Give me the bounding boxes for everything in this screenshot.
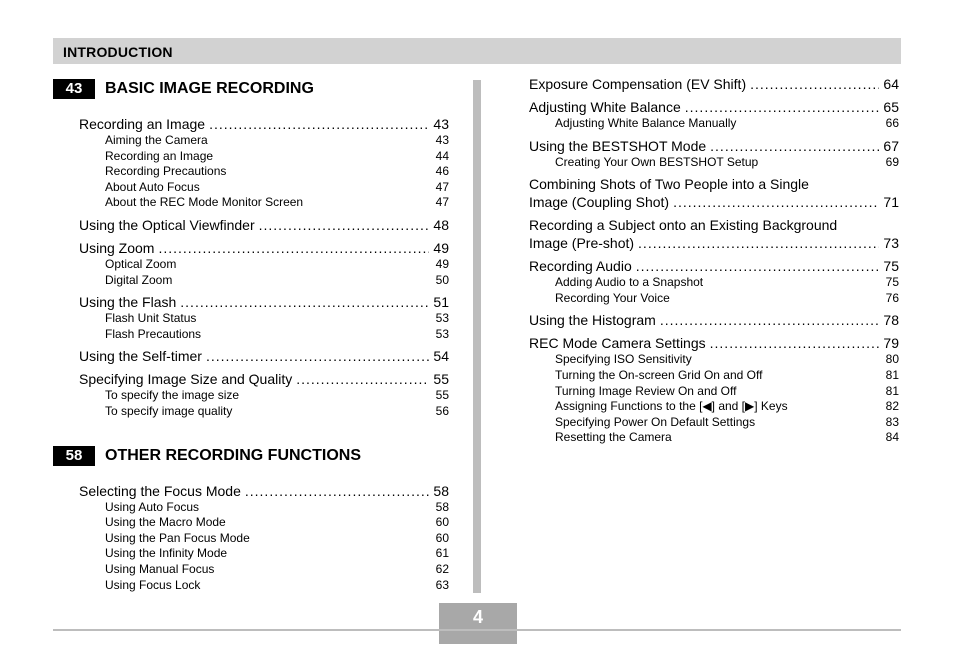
- toc-subentry-title: To specify the image size: [105, 388, 240, 403]
- toc-subentry[interactable]: [79, 327, 449, 343]
- toc-entry-page: 65: [883, 99, 899, 115]
- toc-entry[interactable]: [529, 98, 899, 116]
- dot-leader: [636, 257, 880, 275]
- toc-subentry[interactable]: [79, 578, 449, 594]
- toc-subentry[interactable]: [79, 257, 449, 273]
- toc-subentry-page: 47: [435, 195, 449, 210]
- dot-leader: [710, 137, 879, 155]
- page-number-tab: [439, 631, 517, 644]
- toc-subentry-title: Flash Unit Status: [105, 311, 197, 326]
- toc-subentry[interactable]: [529, 352, 899, 368]
- toc-entry-title: REC Mode Camera Settings: [529, 335, 706, 352]
- toc-subentry-page: 61: [435, 546, 449, 561]
- toc-subentry-page: 83: [885, 414, 899, 429]
- toc-entry-page: 67: [883, 137, 899, 154]
- toc-entry-title: Image (Coupling Shot): [529, 194, 670, 211]
- toc-entry[interactable]: [79, 482, 449, 500]
- toc-entry[interactable]: [529, 257, 899, 275]
- toc-subentry[interactable]: [529, 291, 899, 307]
- toc-entry[interactable]: [79, 347, 449, 365]
- toc-entry-page: 49: [433, 239, 449, 256]
- toc-subentry-title: About Auto Focus: [105, 179, 200, 194]
- toc-group: [79, 115, 449, 211]
- toc-entry[interactable]: [529, 234, 899, 252]
- dot-leader: [209, 115, 429, 133]
- toc-subentry[interactable]: [529, 275, 899, 291]
- toc-subentry-title: Recording an Image: [105, 148, 214, 163]
- toc-entry[interactable]: [79, 293, 449, 311]
- toc-subentry-page: 81: [885, 367, 899, 382]
- toc-entry[interactable]: [529, 193, 899, 211]
- toc-subentry-title: Turning Image Review On and Off: [555, 383, 737, 398]
- column-divider: [473, 80, 481, 593]
- section-heading: [65, 442, 449, 482]
- left-column: [65, 75, 449, 598]
- toc-subentry-title: Flash Precautions: [105, 326, 202, 341]
- dot-leader: [158, 239, 429, 257]
- toc-subentry-title: Turning the On-screen Grid On and Off: [555, 367, 763, 382]
- toc-subentry[interactable]: [79, 562, 449, 578]
- toc-subentry[interactable]: [79, 149, 449, 165]
- toc-group: [79, 482, 449, 594]
- dot-leader: [710, 334, 880, 352]
- toc-subentry[interactable]: [79, 546, 449, 562]
- section-page-badge: 43: [53, 79, 95, 99]
- toc-group: [79, 293, 449, 342]
- toc-group: [79, 239, 449, 288]
- toc-subentry-page: 60: [435, 515, 449, 530]
- toc-subentry-title: Using Auto Focus: [105, 499, 200, 514]
- toc-subentry[interactable]: [529, 430, 899, 446]
- toc-subentry-page: 44: [435, 148, 449, 163]
- toc-entry-page: 75: [883, 258, 899, 275]
- toc-subentry-page: 49: [435, 256, 449, 271]
- toc-entry-title: Using the Optical Viewfinder: [79, 216, 255, 233]
- dot-leader: [638, 234, 879, 252]
- toc-group: [79, 370, 449, 419]
- toc-entry-page: 48: [433, 216, 449, 233]
- toc-subentry[interactable]: [79, 531, 449, 547]
- toc-entry[interactable]: [79, 216, 449, 234]
- dot-leader: [685, 98, 880, 116]
- toc-subentry-title: To specify image quality: [105, 403, 233, 418]
- toc-subentry-page: 76: [885, 290, 899, 305]
- toc-group: [529, 137, 899, 171]
- toc-subentry[interactable]: [79, 180, 449, 196]
- toc-entry-title: Using the Histogram: [529, 312, 656, 329]
- toc-subentry[interactable]: [529, 368, 899, 384]
- toc-subentry-title: About the REC Mode Monitor Screen: [105, 195, 304, 210]
- dot-leader: [180, 293, 429, 311]
- section-heading: [65, 75, 449, 115]
- toc-entry-title: Image (Pre-shot): [529, 235, 635, 252]
- toc-entry-page: 51: [433, 294, 449, 311]
- toc-subentry-page: 58: [435, 499, 449, 514]
- toc-subentry[interactable]: [79, 500, 449, 516]
- toc-entry[interactable]: [79, 239, 449, 257]
- toc-subentry-title: Resetting the Camera: [555, 430, 672, 445]
- toc-subentry[interactable]: [79, 273, 449, 289]
- page-number: 4: [472, 607, 483, 627]
- toc-subentry-title: Optical Zoom: [105, 256, 177, 271]
- toc-subentry[interactable]: [79, 133, 449, 149]
- toc-entry-title: Using Zoom: [79, 239, 155, 256]
- toc-group: [529, 75, 899, 93]
- toc-subentry[interactable]: [79, 404, 449, 420]
- right-column: [529, 75, 899, 451]
- toc-subentry-title: Using the Macro Mode: [105, 515, 226, 530]
- toc-entry-title: Recording an Image: [79, 116, 206, 132]
- dot-leader: [296, 370, 429, 388]
- toc-subentry[interactable]: [529, 384, 899, 400]
- toc-subentry-title: Recording Your Voice: [555, 290, 670, 305]
- toc-subentry-page: 84: [885, 430, 899, 445]
- toc-entry[interactable]: [529, 334, 899, 352]
- toc-subentry-page: 82: [885, 399, 899, 414]
- toc-entry-page: 54: [433, 348, 449, 365]
- toc-subentry-page: 75: [885, 275, 899, 290]
- toc-entry-page: 78: [883, 312, 899, 329]
- toc-subentry-title: Specifying Power On Default Settings: [555, 414, 756, 429]
- toc-subentry-title: Assigning Functions to the [◀] and [▶] Keys: [555, 399, 788, 414]
- toc-subentry-page: 81: [885, 383, 899, 398]
- toc-entry-first-line[interactable]: Combining Shots of Two People into a Single: [529, 176, 809, 193]
- header-bar: [53, 38, 901, 64]
- toc-subentry-title: Using Manual Focus: [105, 561, 215, 576]
- dot-leader: [660, 311, 880, 329]
- toc-subentry-page: 47: [435, 179, 449, 194]
- toc-entry-page: 73: [883, 235, 899, 252]
- toc-group: [529, 311, 899, 329]
- toc-subentry-page: 50: [435, 272, 449, 287]
- toc-subentry-page: 66: [885, 116, 899, 130]
- section-title: BASIC IMAGE RECORDING: [105, 80, 314, 97]
- toc-subentry-title: Using Focus Lock: [105, 577, 201, 592]
- toc-entry[interactable]: [529, 137, 899, 155]
- toc-subentry[interactable]: [529, 415, 899, 431]
- toc-group: [529, 98, 899, 132]
- toc-group: [529, 334, 899, 446]
- toc-group: [529, 216, 899, 252]
- toc-subentry[interactable]: [79, 164, 449, 180]
- toc-entry-title: Using the Self-timer: [79, 348, 202, 365]
- dot-leader: [750, 75, 879, 93]
- toc-entry-title: Specifying Image Size and Quality: [79, 371, 293, 388]
- toc-group: [529, 175, 899, 211]
- toc-subentry-title: Creating Your Own BESTSHOT Setup: [555, 154, 759, 169]
- toc-subentry-page: 53: [435, 311, 449, 326]
- dot-leader: [245, 482, 430, 500]
- toc-subentry-page: 60: [435, 530, 449, 545]
- toc-subentry-page: 62: [435, 561, 449, 576]
- toc-entry-title: Recording Audio: [529, 258, 632, 275]
- section-page-badge: 58: [53, 446, 95, 466]
- toc-subentry-title: Using the Infinity Mode: [105, 546, 228, 561]
- toc-subentry-page: 69: [885, 154, 899, 169]
- toc-entry[interactable]: [79, 115, 449, 133]
- toc-subentry[interactable]: [79, 515, 449, 531]
- toc-entry[interactable]: [529, 75, 899, 93]
- toc-subentry-page: 63: [435, 577, 449, 592]
- toc-entry-title: Adjusting White Balance: [529, 99, 681, 115]
- toc-group: [79, 347, 449, 365]
- toc-subentry[interactable]: [529, 399, 899, 415]
- toc-subentry-title: Aiming the Camera: [105, 133, 208, 147]
- toc-subentry[interactable]: [79, 195, 449, 211]
- toc-entry-title: Exposure Compensation (EV Shift): [529, 76, 747, 92]
- toc-entry-title: Selecting the Focus Mode: [79, 482, 241, 499]
- toc-subentry-page: 53: [435, 326, 449, 341]
- toc-subentry-title: Adding Audio to a Snapshot: [555, 275, 704, 290]
- toc-subentry-page: 46: [435, 164, 449, 179]
- toc-subentry-title: Using the Pan Focus Mode: [105, 530, 250, 545]
- toc-entry[interactable]: [79, 370, 449, 388]
- toc-subentry-title: Specifying ISO Sensitivity: [555, 352, 692, 367]
- toc-subentry[interactable]: [529, 155, 899, 171]
- toc-subentry-page: 80: [885, 352, 899, 367]
- toc-entry-page: 43: [433, 116, 449, 132]
- toc-entry-page: 71: [883, 194, 899, 211]
- toc-entry-page: 55: [433, 371, 449, 388]
- dot-leader: [673, 193, 879, 211]
- toc-entry-title: Using the Flash: [79, 294, 177, 311]
- dot-leader: [259, 216, 430, 234]
- toc-subentry[interactable]: [79, 388, 449, 404]
- toc-subentry[interactable]: [529, 116, 899, 132]
- toc-entry-title: Using the BESTSHOT Mode: [529, 137, 707, 154]
- dot-leader: [206, 347, 429, 365]
- toc-entry-page: 58: [433, 482, 449, 499]
- toc-entry-page: 64: [883, 76, 899, 92]
- toc-subentry[interactable]: [79, 311, 449, 327]
- toc-subentry-title: Recording Precautions: [105, 164, 227, 179]
- header-title: INTRODUCTION: [63, 44, 173, 60]
- toc-entry[interactable]: [529, 311, 899, 329]
- toc-subentry-page: 55: [435, 388, 449, 403]
- toc-group: [529, 257, 899, 306]
- toc-entry-page: 79: [883, 335, 899, 352]
- toc-subentry-page: 43: [435, 133, 449, 147]
- toc-entry-first-line[interactable]: Recording a Subject onto an Existing Background: [529, 217, 838, 234]
- toc-group: [79, 216, 449, 234]
- toc-subentry-title: Adjusting White Balance Manually: [555, 116, 737, 130]
- section-title: OTHER RECORDING FUNCTIONS: [105, 446, 361, 464]
- toc-subentry-title: Digital Zoom: [105, 272, 173, 287]
- toc-subentry-page: 56: [435, 403, 449, 418]
